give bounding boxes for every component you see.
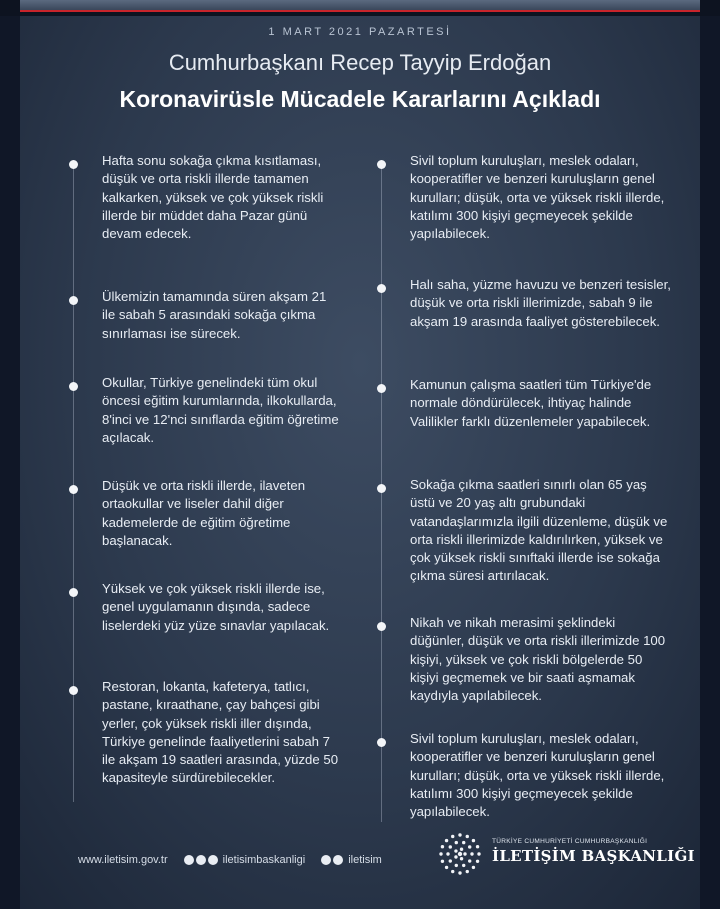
item-text: Düşük ve orta riskli illerde, ilaveten ortaokullar ve liseler dahil diğer kademelerde de eğitim öğretime başlanacak. bbox=[102, 478, 306, 548]
emblem-star bbox=[446, 852, 449, 855]
emblem-star bbox=[476, 845, 479, 848]
item-text: Sivil toplum kuruluşları, meslek odaları, kooperatifler ve benzeri kuruluşların genel kurulları; düşük, orta ve yüksek riskli illerde, katılımı 300 kişiyi geçmeyecek şekilde yapılabilecek. bbox=[410, 153, 665, 242]
item-text: Sivil toplum kuruluşları, meslek odaları, kooperatifler ve benzeri kuruluşların genel kurulları; düşük, orta ve yüksek riskli illerde, katılımı 300 kişiyi geçmeyecek şekilde yapılabilecek. bbox=[410, 731, 665, 820]
bullet-dot bbox=[69, 686, 78, 695]
bullet-dot bbox=[69, 588, 78, 597]
social-icons-group bbox=[184, 855, 220, 865]
emblem-star bbox=[468, 845, 471, 848]
bullet-dot bbox=[377, 160, 386, 169]
instagram-icon[interactable] bbox=[208, 855, 218, 865]
footer bbox=[78, 850, 398, 870]
emblem-star bbox=[458, 833, 461, 836]
bullet-dot bbox=[377, 622, 386, 631]
emblem-star bbox=[445, 866, 448, 869]
emblem-star bbox=[460, 848, 463, 851]
emblem-star bbox=[470, 852, 473, 855]
emblem-star bbox=[468, 859, 471, 862]
social-handle-link[interactable]: iletisim bbox=[348, 854, 382, 866]
emblem-star bbox=[476, 860, 479, 863]
emblem-star bbox=[449, 859, 452, 862]
item-text: Kamunun çalışma saatleri tüm Türkiye'de normale döndürülecek, ihtiyaç halinde Valilikler farklı düzenlemeler yapabilecek. bbox=[410, 377, 652, 429]
emblem-star bbox=[458, 871, 461, 874]
bullet-dot bbox=[69, 296, 78, 305]
emblem-star bbox=[462, 864, 465, 867]
item-text: Restoran, lokanta, kafeterya, tatlıcı, pastane, kıraathane, çay bahçesi gibi yerler, çok yüksek riskli iller dışında, Türkiye genelinde faaliyetlerini sabah 7 ile akşam 19 saatleri arasında, yüzde 50 kapasiteyle sürdürebilecekler. bbox=[102, 679, 339, 786]
emblem-star bbox=[477, 852, 480, 855]
timeline-line bbox=[73, 162, 74, 802]
item-text: Hafta sonu sokağa çıkma kısıtlaması, düşük ve orta riskli illerde tamamen kalkarken, yüksek ve çok yüksek riskli illerde bir müddet daha Pazar günü devam edecek. bbox=[102, 153, 324, 242]
left-border bbox=[0, 16, 20, 909]
emblem-star bbox=[466, 870, 469, 873]
emblem-star bbox=[451, 870, 454, 873]
emblem-star bbox=[454, 849, 457, 852]
item-text: Ülkemizin tamamında süren akşam 21 ile sabah 5 arasındaki sokağa çıkma sınırlaması ise sürecek. bbox=[102, 289, 327, 341]
youtube-icon[interactable] bbox=[196, 855, 206, 865]
right-border bbox=[700, 16, 720, 909]
item-text: Okullar, Türkiye genelindeki tüm okul öncesi eğitim kurumlarında, ilkokullarda, 8'inci ve 12'nci sınıflarda eğitim öğretime açılacak. bbox=[102, 375, 339, 445]
emblem-star bbox=[455, 864, 458, 867]
bullet-dot bbox=[69, 382, 78, 391]
social-handle-link[interactable]: iletisimbaskanligi bbox=[222, 854, 306, 866]
item-text: Halı saha, yüzme havuzu ve benzeri tesisler, düşük ve orta riskli illerimizde, sabah 9 ile akşam 19 arasında faaliyet gösterebilecek. bbox=[410, 277, 671, 329]
emblem-star bbox=[441, 845, 444, 848]
emblem-star bbox=[454, 855, 457, 858]
twitter-icon[interactable] bbox=[321, 855, 331, 865]
emblem-star bbox=[451, 835, 454, 838]
emblem-star bbox=[449, 845, 452, 848]
facebook-icon[interactable] bbox=[184, 855, 194, 865]
website-link[interactable]: www.iletisim.gov.tr bbox=[78, 854, 168, 866]
logo-subtitle: TÜRKİYE CUMHURİYETİ CUMHURBAŞKANLIĞI bbox=[492, 838, 648, 845]
emblem-center-star bbox=[458, 852, 462, 856]
subtitle: Cumhurbaşkanı Recep Tayyip Erdoğan bbox=[168, 50, 552, 75]
bullet-dot bbox=[377, 738, 386, 747]
emblem-star bbox=[460, 857, 463, 860]
bullet-dot bbox=[377, 384, 386, 393]
instagram-icon[interactable] bbox=[333, 855, 343, 865]
bullet-dot bbox=[69, 485, 78, 494]
bullet-dot bbox=[377, 484, 386, 493]
emblem-star bbox=[462, 841, 465, 844]
star-emblem-icon bbox=[438, 832, 482, 876]
logo-title: İLETİŞİM BAŞKANLIĞI bbox=[492, 847, 695, 865]
emblem-star bbox=[439, 852, 442, 855]
emblem-star bbox=[445, 839, 448, 842]
social-icons-group bbox=[321, 855, 345, 865]
bullet-dot bbox=[69, 160, 78, 169]
emblem-star bbox=[441, 860, 444, 863]
emblem-star bbox=[472, 866, 475, 869]
logo bbox=[492, 838, 695, 865]
bullet-dot bbox=[377, 284, 386, 293]
date-label: 1 MART 2021 PAZARTESİ bbox=[268, 26, 452, 38]
emblem-star bbox=[472, 839, 475, 842]
item-text: Nikah ve nikah merasimi şeklindeki düğünler, düşük ve orta riskli illerimizde 100 kişiyi, yüksek ve çok riskli bölgelerde 50 kişiyi geçmemek ve bir saati aşmamak kaydıyla yapılabilecek. bbox=[410, 615, 666, 704]
emblem-star bbox=[466, 835, 469, 838]
top-strip bbox=[0, 0, 720, 16]
page-title: Koronavirüsle Mücadele Kararlarını Açıkladı bbox=[119, 86, 601, 112]
emblem-star bbox=[463, 852, 466, 855]
emblem-star bbox=[455, 841, 458, 844]
item-text: Sokağa çıkma saatleri sınırlı olan 65 yaş üstü ve 20 yaş altı grubundaki vatandaşlarımızla ilgili düzenleme, düşük ve orta riskli illerimizde kaldırılırken, yüksek ve çok yüksek riskli sınıftaki illerde ise sokağa çıkma süresi artırılacak. bbox=[410, 477, 668, 584]
item-text: Yüksek ve çok yüksek riskli illerde ise, genel uygulamanın dışında, sadece liselerdeki yüz yüze sınavlar yapılacak. bbox=[102, 581, 330, 633]
